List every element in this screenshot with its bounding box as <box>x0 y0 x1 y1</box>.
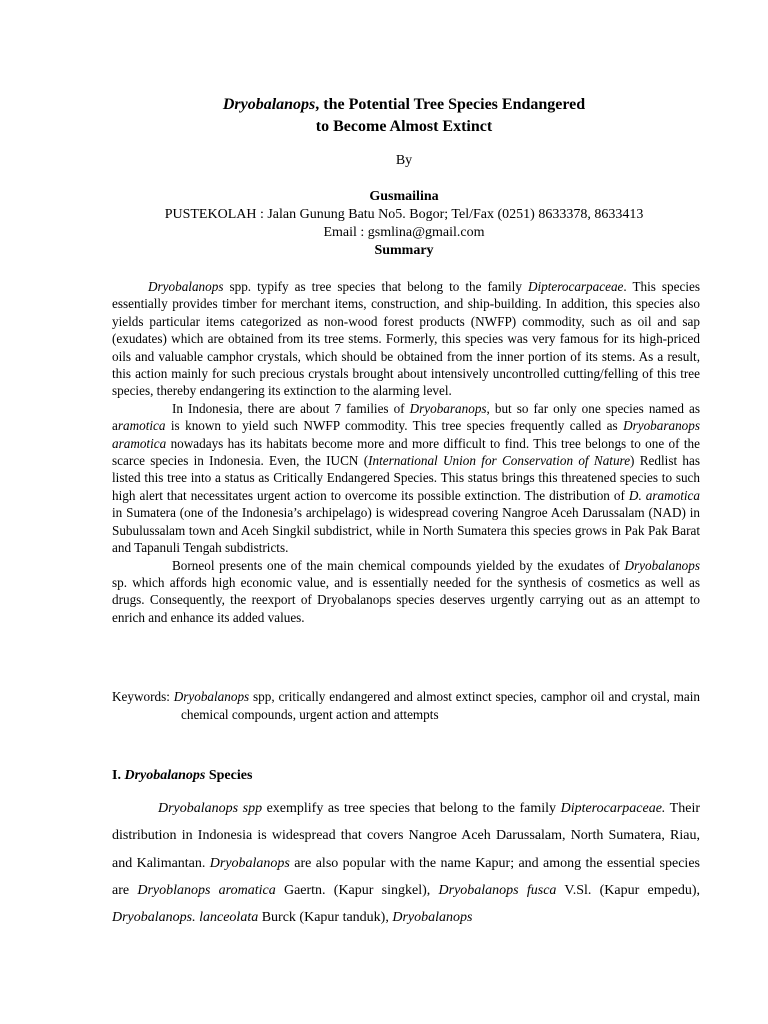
text-run: ) Redlist has listed this tree into a status as Critically Endangered Species. This status brings this threatened species to such high alert that necessitates urgent action to overcome its possible extinction. The distribution of <box>112 453 700 503</box>
text-run: , but so far only one species named as a <box>112 400 700 434</box>
italic-run: Dryobalanops fusca <box>438 882 557 898</box>
text-run: Burck (Kapur tanduk), <box>258 910 393 926</box>
text-run: Keywords: <box>112 689 174 704</box>
paper-title-line1 <box>0 94 768 115</box>
italic-run: Dryobalanops <box>148 279 224 294</box>
summary-paragraph-3 <box>112 557 700 627</box>
italic-run: Dipterocarpaceae <box>527 279 624 294</box>
summary-heading: Summary <box>374 243 434 258</box>
by-line: By <box>395 153 413 168</box>
text-run: . This species essentially provides timber for merchant items, construction, and ship-building. In addition, this species also yields particular items categorized as non-wood forest products (NWFP) commodity, such as oil and sap (exudates) which are obtained from its tree stems. Formerly, this species was very famous for its high-priced oils and valuable camphor crystals, which should be obtained from the inner portion of its stems. As a result, this action mainly for such precious crystals brought about intensively uncontrolled cutting/felling of this tree species, thereby endangering its extinction to the alarming level. <box>112 279 701 399</box>
author-email: Email : gsmlina@gmail.com <box>323 225 485 240</box>
text-run: V.Sl. (Kapur empedu), <box>556 882 700 898</box>
italic-run: Dryobalanops <box>392 910 473 926</box>
section-number: I. <box>112 768 125 783</box>
text-run: Borneol presents one of the main chemical compounds yielded by the exudates of <box>172 557 625 573</box>
text-run: are also popular with the name Kapur; and among the essential species are <box>112 855 700 898</box>
text-run: is known to yield such NWFP commodity. This tree species frequently called as <box>165 418 624 434</box>
italic-run: Dipterocarpaceae. <box>560 801 666 816</box>
keywords <box>112 688 700 724</box>
author-affiliation: PUSTEKOLAH : Jalan Gunung Batu No5. Bogor; Tel/Fax (0251) 8633378, 8633413 <box>164 207 644 222</box>
italic-run: International Union for Conservation of Nature <box>368 453 631 469</box>
text-run: nowadays has its habitats become more and more difficult to find. This tree belongs to one of the scarce species in Indonesia. Even, the IUCN ( <box>112 435 700 469</box>
italic-run: ramotica <box>117 418 166 434</box>
text-run: exemplify as tree species that belong to the family <box>262 801 561 816</box>
paper-title-line2: to Become Almost Extinct <box>315 118 493 135</box>
italic-run: Dryobalanops <box>173 689 250 704</box>
italic-run: Dryobaranops <box>409 400 487 416</box>
author-name: Gusmailina <box>369 189 439 204</box>
title-genus: Dryobalanops <box>222 96 316 113</box>
text-run: Their distribution in Indonesia is widespread that covers Nangroe Aceh Darussalam, North Sumatera, Riau, and Kalimantan. <box>112 801 700 871</box>
italic-run: D. aramotica <box>628 487 700 503</box>
italic-run: Dryoblanops aromatica <box>137 882 276 898</box>
section-heading-rest: Species <box>205 768 253 783</box>
summary-paragraph-1 <box>112 278 700 400</box>
italic-run: Dryobalanops <box>209 855 290 871</box>
text-run: Gaertn. (Kapur singkel), <box>275 882 439 898</box>
text-run: in Sumatera (one of the Indonesia’s archipelago) is widespread covering Nangroe Aceh Darussalam (NAD) in Subulussalam town and Aceh Singkil subdistrict, while in North Sumatera this species grows in Pak Pak Barat and Tapanuli Tengah subdistricts. <box>112 505 700 556</box>
title-line1-rest: , the Potential Tree Species Endangered <box>315 96 586 113</box>
italic-run: Dryobalanops spp <box>158 801 263 816</box>
italic-run: Dryobaranops aramotica <box>112 418 700 451</box>
summary-paragraph-2 <box>112 400 700 557</box>
italic-run: Dryobalanops <box>624 557 700 573</box>
section-1-paragraph-1 <box>112 795 700 931</box>
text-run: spp, critically endangered and almost extinct species, camphor oil and crystal, main chemical compounds, urgent action and attempts <box>181 689 700 722</box>
summary-body <box>112 278 700 626</box>
text-run: In Indonesia, there are about 7 families of <box>172 400 410 416</box>
text-run: sp. which affords high economic value, and is essentially needed for the synthesis of cosmetics as well as drugs. Consequently, the reexport of Dryobalanops species deserves urgently carrying out as an attempt to enrich and enhance its added values. <box>112 574 700 625</box>
section-heading-1 <box>112 768 252 784</box>
text-run: spp. typify as tree species that belong to the family <box>223 279 528 294</box>
section-heading-genus: Dryobalanops <box>124 768 206 783</box>
italic-run: Dryobalanops. lanceolata <box>112 910 259 926</box>
section-1-body <box>112 795 700 931</box>
